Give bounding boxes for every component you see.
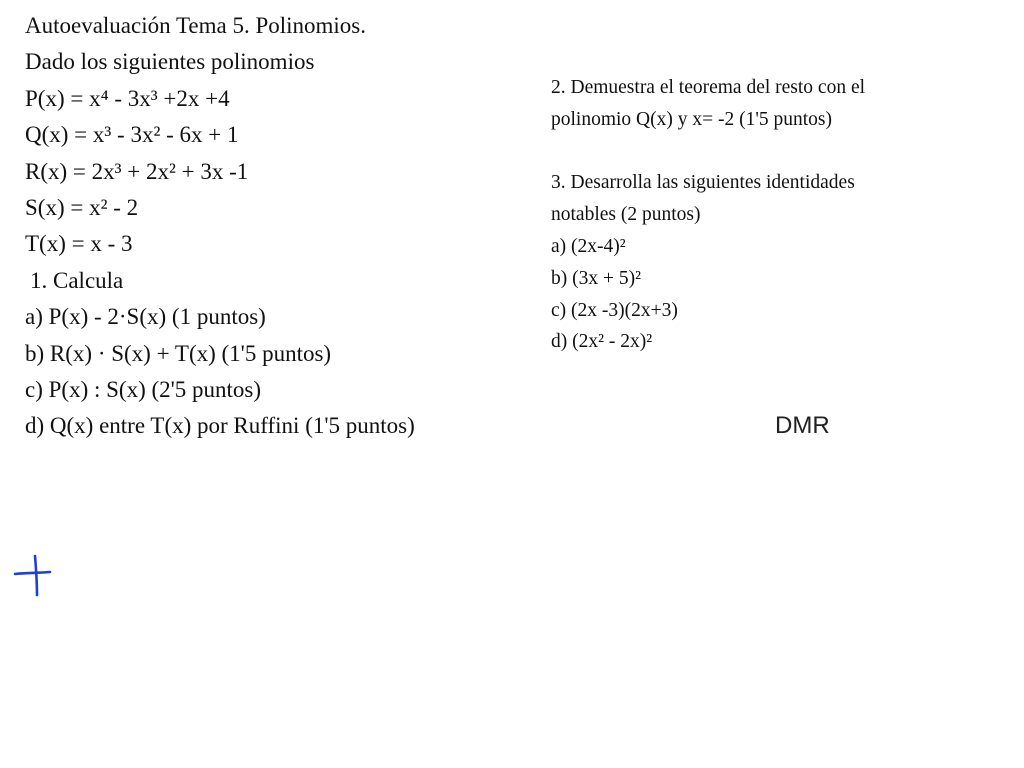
polynomial-s: S(x) = x² - 2 xyxy=(25,195,139,221)
pen-stroke-vertical xyxy=(35,556,37,595)
exercise-3-line-1: 3. Desarrolla las siguientes identidades xyxy=(551,172,855,194)
polynomial-r: R(x) = 2x³ + 2x² + 3x -1 xyxy=(25,158,249,184)
intro-text: Dado los siguientes polinomios xyxy=(25,49,315,75)
exercise-1-heading: 1. Calcula xyxy=(30,267,124,293)
polynomial-p: P(x) = x⁴ - 3x³ +2x +4 xyxy=(25,85,230,111)
exercise-2-line-2: polinomio Q(x) y x= -2 (1'5 puntos) xyxy=(551,108,832,130)
exercise-1-item-b: b) R(x) · S(x) + T(x) (1'5 puntos) xyxy=(25,340,332,366)
crosshair-pen-icon[interactable] xyxy=(12,552,54,598)
exercise-3-item-c: c) (2x -3)(2x+3) xyxy=(551,299,678,321)
right-column xyxy=(551,72,1006,358)
polynomial-q: Q(x) = x³ - 3x² - 6x + 1 xyxy=(25,122,239,148)
author-signature: DMR xyxy=(775,412,830,439)
exercise-3-item-d: d) (2x² - 2x)² xyxy=(551,331,653,353)
exercise-3-item-a: a) (2x-4)² xyxy=(551,235,626,257)
exercise-1-item-c: c) P(x) : S(x) (2'5 puntos) xyxy=(25,377,262,403)
pen-stroke-horizontal xyxy=(15,572,50,574)
spacer xyxy=(551,136,1006,168)
exercise-3-line-2: notables (2 puntos) xyxy=(551,204,701,226)
left-column xyxy=(25,8,555,445)
exercise-3-item-b: b) (3x + 5)² xyxy=(551,267,641,289)
exercise-1-item-d: d) Q(x) entre T(x) por Ruffini (1'5 puntos) xyxy=(25,413,415,439)
exercise-2-line-1: 2. Demuestra el teorema del resto con el xyxy=(551,77,866,98)
page-title: Autoevaluación Tema 5. Polinomios. xyxy=(25,13,367,38)
exercise-1-item-a: a) P(x) - 2·S(x) (1 puntos) xyxy=(25,304,266,330)
polynomial-t: T(x) = x - 3 xyxy=(25,231,133,257)
